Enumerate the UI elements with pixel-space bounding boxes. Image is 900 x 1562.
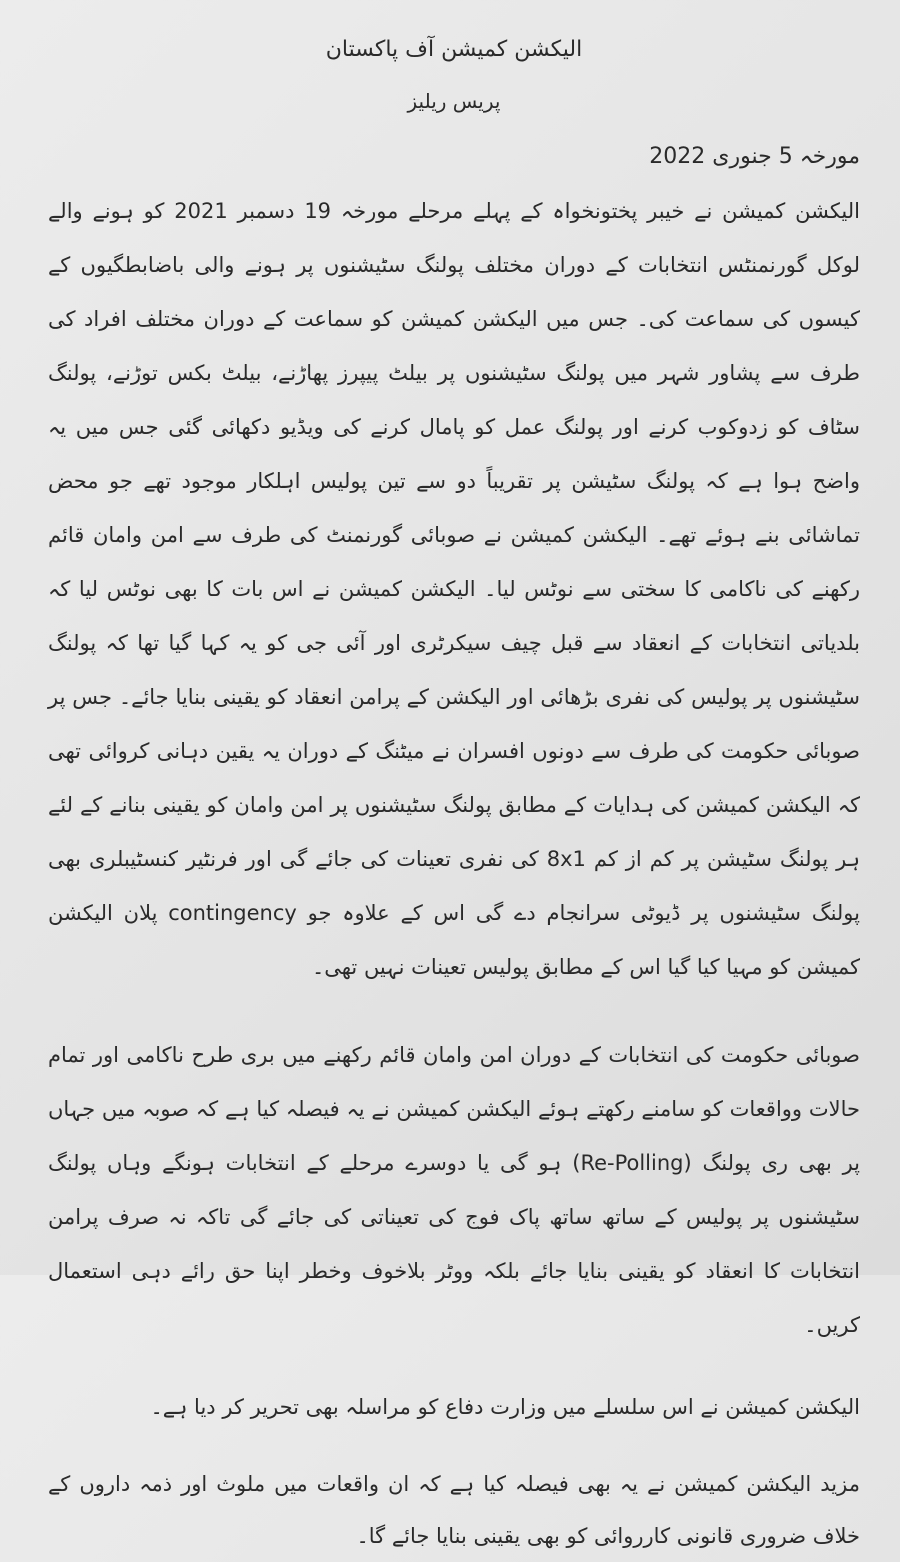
paragraph-4: مزید الیکشن کمیشن نے یہ بھی فیصلہ کیا ہے کہ ان واقعات میں ملوث اور ذمہ داروں کے خلاف ضروری قانونی کارروائی کو بھی یقینی بنایا جائے گا۔ xyxy=(48,1472,860,1548)
release-date: مورخہ 5 جنوری 2022 xyxy=(649,144,860,169)
letterhead xyxy=(48,34,860,116)
paragraph-1: الیکشن کمیشن نے خیبر پختونخواہ کے پہلے مرحلے مورخہ 19 دسمبر 2021 کو ہونے والے لوکل گورنمنٹس انتخابات کے دوران مختلف پولنگ سٹیشنوں پر ہونے والی باضابطگیوں کے کیسوں کی سماعت کی۔ جس میں الیکشن کمیشن کو سماعت کے دوران مختلف افراد کی طرف سے پشاور شہر میں پولنگ سٹیشنوں پر بیلٹ پیپرز پھاڑنے، بیلٹ بکس توڑنے، پولنگ سٹاف کو زدوکوب کرنے اور پولنگ عمل کو پامال کرنے کی ویڈیو دکھائی گئی جس میں یہ واضح ہوا ہے کہ پولنگ سٹیشن پر تقریباً دو سے تین پولیس اہلکار موجود تھے جو محض تماشائی بنے ہوئے تھے۔ الیکشن کمیشن نے صوبائی گورنمنٹ کی طرف سے امن وامان قائم رکھنے کی ناکامی کا سختی سے نوٹس لیا۔ الیکشن کمیشن نے اس بات کا بھی نوٹس لیا کہ بلدیاتی انتخابات کے انعقاد سے قبل چیف سیکرٹری اور آئی جی کو یہ کہا گیا تھا کہ پولنگ سٹیشنوں پر پولیس کی نفری بڑھائی اور الیکشن کے پرامن انعقاد کو یقینی بنایا جائے۔ جس پر صوبائی حکومت کی طرف سے دونوں افسران نے میٹنگ کے دوران یہ یقین دہانی کروائی تھی کہ الیکشن کمیشن کی ہدایات کے مطابق پولنگ سٹیشنوں پر امن وامان کو یقینی بنانے کے لئے ہر پولنگ سٹیشن پر کم از کم 8x1 کی نفری تعینات کی جائے گی اور فرنٹیر کنسٹیبلری بھی پولنگ سٹیشنوں پر ڈیوٹی سرانجام دے گی اس کے علاوہ جو contingency پلان الیکشن کمیشن کو مہیا کیا گیا اس کے مطابق پولیس تعینات نہیں تھی۔ xyxy=(48,199,860,979)
organization-name: الیکشن کمیشن آف پاکستان xyxy=(325,37,583,62)
paragraph-3: الیکشن کمیشن نے اس سلسلے میں وزارت دفاع کو مراسلہ بھی تحریر کر دیا ہے۔ xyxy=(150,1395,860,1419)
document-type: پریس ریلیز xyxy=(407,89,501,113)
paragraph-2: صوبائی حکومت کی انتخابات کے دوران امن وامان قائم رکھنے میں بری طرح ناکامی اور تمام حالات وواقعات کو سامنے رکھتے ہوئے الیکشن کمیشن نے یہ فیصلہ کیا ہے کہ صوبہ میں جہاں پر بھی ری پولنگ (Re-Polling) ہو گی یا دوسرے مرحلے کے انتخابات ہونگے وہاں پولنگ سٹیشنوں پر پولیس کے ساتھ ساتھ پاک فوج کی تعیناتی کی جائے گی تاکہ نہ صرف پرامن انتخابات کا انعقاد کو یقینی بنایا جائے بلکہ ووٹر بلاخوف وخطر اپنا حق رائے دہی استعمال کریں۔ xyxy=(48,1043,860,1337)
